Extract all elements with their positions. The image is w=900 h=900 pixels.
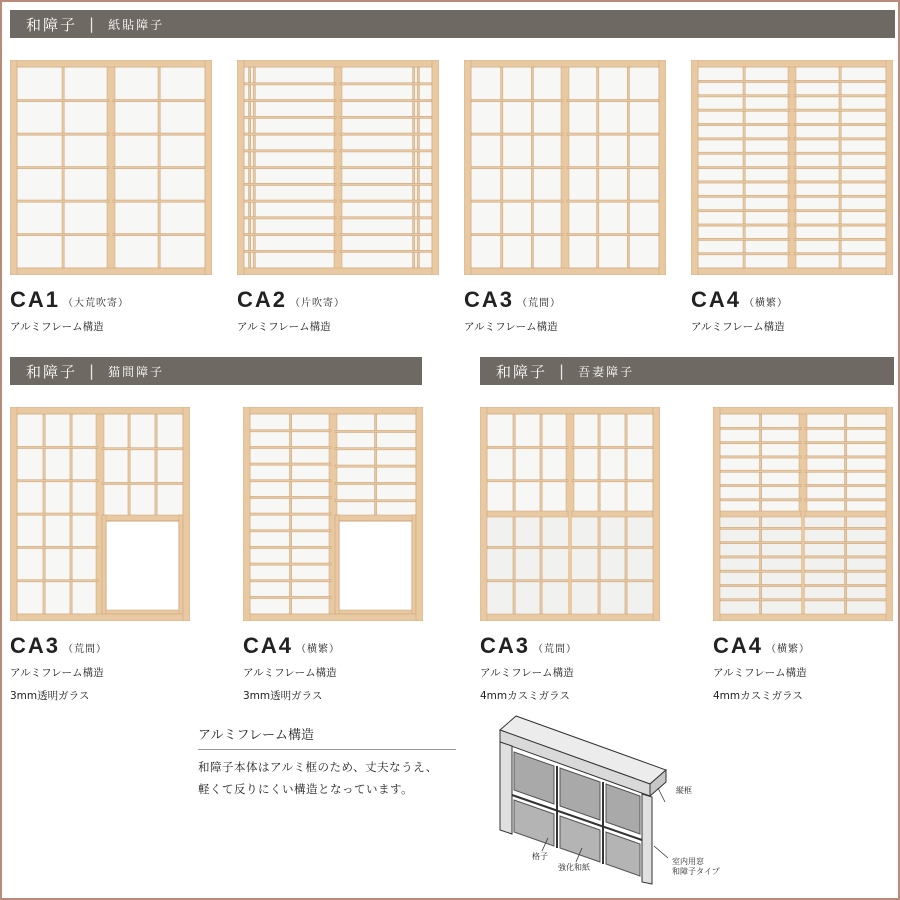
kumiko-horizontal: [720, 599, 801, 601]
kumiko-horizontal: [794, 253, 886, 255]
kumiko-horizontal: [567, 133, 659, 135]
shoji-bottom-rail: [464, 268, 666, 275]
kumiko-horizontal: [720, 556, 801, 558]
kumiko-horizontal: [794, 181, 886, 183]
kumiko-horizontal: [17, 100, 109, 102]
kumiko-horizontal: [805, 599, 886, 601]
nekoma-glass-frame: [335, 610, 416, 614]
shoji-bottom-rail: [10, 268, 212, 275]
diagram-leader: [658, 788, 665, 802]
kumiko-horizontal: [250, 563, 331, 565]
kumiko-horizontal: [244, 83, 336, 85]
product-card-nekoma-ca4[interactable]: [243, 407, 423, 703]
shoji-top-rail: [10, 60, 212, 67]
shoji-image-azuma-ca4: [713, 407, 893, 621]
kumiko-horizontal: [698, 181, 790, 183]
shoji-right-stile: [659, 60, 666, 275]
diagram-label-type: 和障子タイプ: [672, 867, 720, 876]
kumiko-horizontal: [805, 484, 886, 486]
product-spec: アルミフレーム構造: [713, 667, 807, 679]
kumiko-horizontal: [471, 133, 563, 135]
kumiko-horizontal: [698, 152, 790, 154]
kumiko-horizontal: [794, 80, 886, 82]
product-spec: アルミフレーム構造: [464, 321, 558, 333]
shoji-top-rail: [464, 60, 666, 67]
diagram-leader: [654, 846, 668, 858]
kumiko-horizontal: [17, 580, 98, 582]
kumiko-horizontal: [794, 109, 886, 111]
kumiko-horizontal: [250, 463, 331, 465]
kumiko-horizontal: [113, 200, 205, 202]
kumiko-vertical: [155, 414, 157, 518]
kumiko-horizontal: [720, 527, 801, 529]
kumiko-horizontal: [794, 138, 886, 140]
shoji-bottom-rail: [691, 268, 893, 275]
kumiko-horizontal: [250, 530, 331, 532]
shoji-top-rail: [237, 60, 439, 67]
kumiko-horizontal: [805, 427, 886, 429]
kumiko-horizontal: [698, 109, 790, 111]
shoji-left-stile: [10, 60, 17, 275]
product-spec-glass: 3mm透明ガラス: [10, 690, 90, 702]
kumiko-horizontal: [17, 546, 98, 548]
product-type: （横繁）: [766, 643, 811, 655]
shoji-right-stile: [205, 60, 212, 275]
kumiko-horizontal: [572, 546, 653, 548]
kumiko-horizontal: [471, 200, 563, 202]
kumiko-horizontal: [113, 100, 205, 102]
product-spec: アルミフレーム構造: [237, 321, 331, 333]
kumiko-horizontal: [487, 546, 568, 548]
kumiko-horizontal: [720, 542, 801, 544]
kumiko-horizontal: [720, 484, 801, 486]
product-spec: アルミフレーム構造: [480, 667, 574, 679]
kumiko-horizontal: [250, 596, 331, 598]
info-title: アルミフレーム構造: [198, 724, 456, 750]
product-code: CA4: [691, 287, 742, 312]
kumiko-horizontal: [340, 150, 432, 152]
kumiko-vertical: [128, 414, 130, 518]
product-code: CA2: [237, 287, 288, 312]
kumiko-horizontal: [720, 470, 801, 472]
section-main-label: 和障子: [496, 362, 548, 381]
shoji-right-stile: [653, 407, 660, 621]
kumiko-horizontal: [340, 116, 432, 118]
product-type: （横繁）: [296, 643, 341, 655]
shoji-image-nekoma-ca4: [243, 407, 423, 621]
section-bar-azuma: [480, 357, 894, 385]
kumiko-horizontal: [720, 499, 801, 501]
shoji-right-stile: [886, 60, 893, 275]
kumiko-horizontal: [250, 513, 331, 515]
shoji-image-ca2: [237, 60, 439, 275]
nekoma-glass-window: [339, 521, 412, 611]
kumiko-horizontal: [340, 133, 432, 135]
product-spec: アルミフレーム構造: [243, 667, 337, 679]
frame-structure-diagram: [482, 706, 722, 890]
kumiko-horizontal: [244, 200, 336, 202]
kumiko-horizontal: [340, 217, 432, 219]
shoji-right-stile: [886, 407, 893, 621]
kumiko-horizontal: [340, 183, 432, 185]
kumiko-horizontal: [720, 427, 801, 429]
kumiko-horizontal: [805, 556, 886, 558]
kumiko-horizontal: [244, 183, 336, 185]
kumiko-horizontal: [572, 580, 653, 582]
kumiko-horizontal: [244, 133, 336, 135]
kumiko-horizontal: [805, 584, 886, 586]
kumiko-horizontal: [698, 210, 790, 212]
kumiko-horizontal: [335, 465, 416, 467]
product-code: CA3: [10, 633, 61, 658]
shoji-top-rail: [691, 60, 893, 67]
info-description: [198, 756, 456, 800]
kumiko-horizontal: [698, 224, 790, 226]
product-code-line: [691, 287, 893, 313]
shoji-bottom-rail: [10, 614, 190, 621]
kumiko-horizontal: [17, 446, 98, 448]
kumiko-horizontal: [805, 499, 886, 501]
kumiko-horizontal: [17, 234, 109, 236]
kumiko-horizontal: [335, 500, 416, 502]
kumiko-horizontal: [698, 123, 790, 125]
kumiko-horizontal: [794, 224, 886, 226]
kumiko-horizontal: [340, 250, 432, 252]
product-type: （荒間）: [533, 643, 578, 655]
kumiko-horizontal: [250, 546, 331, 548]
kumiko-horizontal: [698, 95, 790, 97]
diagram-label-paper: 強化和紙: [558, 863, 590, 872]
kumiko-horizontal: [698, 195, 790, 197]
diagram-pane: [606, 784, 640, 834]
nekoma-glass-frame: [102, 515, 106, 614]
info-description-line: 和障子本体はアルミ框のため、丈夫なうえ、: [198, 760, 438, 774]
product-card-azuma-ca3[interactable]: [480, 407, 660, 703]
shoji-image-ca4: [691, 60, 893, 275]
shoji-left-stile: [243, 407, 250, 621]
kumiko-horizontal: [720, 456, 801, 458]
shoji-left-stile: [237, 60, 244, 275]
kumiko-horizontal: [244, 234, 336, 236]
kumiko-horizontal: [794, 123, 886, 125]
kumiko-horizontal: [340, 167, 432, 169]
kumiko-horizontal: [340, 83, 432, 85]
shoji-left-stile: [691, 60, 698, 275]
product-spec: アルミフレーム構造: [10, 321, 104, 333]
section-main-label: 和障子: [26, 362, 78, 381]
kumiko-horizontal: [698, 253, 790, 255]
nekoma-glass-frame: [412, 515, 416, 614]
section-bar-kamibari: [10, 10, 895, 38]
product-code: CA4: [713, 633, 764, 658]
kumiko-horizontal: [794, 195, 886, 197]
nekoma-glass-frame: [335, 515, 339, 614]
kumiko-horizontal: [567, 167, 659, 169]
section-separator: |: [559, 362, 567, 380]
shoji-right-stile: [432, 60, 439, 275]
product-code: CA3: [464, 287, 515, 312]
product-code-line: [243, 633, 423, 659]
kumiko-horizontal: [250, 580, 331, 582]
kumiko-horizontal: [244, 116, 336, 118]
aluminum-frame-info: [198, 724, 456, 800]
kumiko-horizontal: [471, 100, 563, 102]
kumiko-horizontal: [487, 446, 568, 448]
kumiko-horizontal: [335, 448, 416, 450]
kumiko-horizontal: [572, 480, 653, 482]
nekoma-glass-frame: [102, 515, 183, 521]
kumiko-horizontal: [471, 167, 563, 169]
diagram-label-type: 室内用窓: [672, 857, 704, 866]
kumiko-horizontal: [113, 167, 205, 169]
product-code: CA3: [480, 633, 531, 658]
product-code-line: [480, 633, 660, 659]
nekoma-glass-frame: [335, 515, 416, 521]
kumiko-horizontal: [102, 482, 183, 484]
shoji-bottom-rail: [713, 614, 893, 621]
section-sub-label: 猫間障子: [108, 364, 165, 379]
kumiko-horizontal: [17, 133, 109, 135]
diagram-vertical-frame: [642, 794, 652, 884]
shoji-bottom-rail: [237, 268, 439, 275]
product-code-line: [10, 633, 190, 659]
section-separator: |: [89, 15, 97, 33]
kumiko-horizontal: [340, 234, 432, 236]
product-code-line: [464, 287, 666, 313]
kumiko-horizontal: [794, 238, 886, 240]
product-type: （片吹寄）: [290, 297, 346, 309]
kumiko-horizontal: [244, 217, 336, 219]
product-card-ca4[interactable]: [691, 60, 893, 334]
kumiko-horizontal: [487, 580, 568, 582]
product-card-azuma-ca4[interactable]: [713, 407, 893, 703]
kumiko-horizontal: [805, 527, 886, 529]
nekoma-glass-window: [106, 521, 179, 611]
shoji-top-rail: [243, 407, 423, 414]
azuma-mid-rail: [720, 511, 801, 517]
section-bar-nekoma: [10, 357, 422, 385]
kumiko-horizontal: [720, 442, 801, 444]
shoji-top-rail: [480, 407, 660, 414]
product-code-line: [237, 287, 439, 313]
diagram-label-frame: 縦框: [676, 786, 692, 795]
product-code-line: [10, 287, 212, 313]
kumiko-horizontal: [805, 542, 886, 544]
kumiko-horizontal: [720, 570, 801, 572]
kumiko-horizontal: [567, 100, 659, 102]
section-sub-label: 紙貼障子: [108, 17, 165, 32]
product-card-ca2[interactable]: [237, 60, 439, 334]
kumiko-horizontal: [244, 167, 336, 169]
product-card-nekoma-ca3[interactable]: [10, 407, 190, 703]
kumiko-horizontal: [794, 95, 886, 97]
kumiko-horizontal: [794, 152, 886, 154]
kumiko-horizontal: [113, 133, 205, 135]
kumiko-horizontal: [250, 446, 331, 448]
shoji-right-stile: [416, 407, 423, 621]
section-main-label: 和障子: [26, 15, 78, 34]
kumiko-horizontal: [340, 100, 432, 102]
kumiko-horizontal: [698, 80, 790, 82]
product-type: （荒間）: [517, 297, 562, 309]
info-description-line: 軽くて反りにくい構造となっています。: [198, 782, 414, 796]
kumiko-horizontal: [805, 470, 886, 472]
nekoma-glass-frame: [102, 610, 183, 614]
azuma-glass-pane: [572, 514, 653, 614]
kumiko-horizontal: [487, 480, 568, 482]
kumiko-horizontal: [102, 448, 183, 450]
kumiko-horizontal: [244, 100, 336, 102]
diagram-label-lattice: 格子: [532, 852, 548, 861]
product-type: （大荒吹寄）: [63, 297, 130, 309]
kumiko-horizontal: [17, 513, 98, 515]
diagram-left-stile: [500, 742, 512, 834]
shoji-image-azuma-ca3: [480, 407, 660, 621]
product-card-ca1[interactable]: [10, 60, 212, 334]
kumiko-horizontal: [335, 482, 416, 484]
product-card-ca3[interactable]: [464, 60, 666, 334]
shoji-image-ca1: [10, 60, 212, 275]
kumiko-horizontal: [805, 442, 886, 444]
kumiko-horizontal: [698, 238, 790, 240]
section-separator: |: [89, 362, 97, 380]
kumiko-horizontal: [805, 570, 886, 572]
kumiko-horizontal: [572, 446, 653, 448]
kumiko-horizontal: [244, 250, 336, 252]
shoji-left-stile: [480, 407, 487, 621]
kumiko-horizontal: [17, 167, 109, 169]
shoji-left-stile: [10, 407, 17, 621]
azuma-glass-pane: [487, 514, 568, 614]
product-spec: アルミフレーム構造: [691, 321, 785, 333]
shoji-right-stile: [183, 407, 190, 621]
product-type: （荒間）: [63, 643, 108, 655]
shoji-left-stile: [464, 60, 471, 275]
product-spec-glass: 4mmカスミガラス: [480, 690, 570, 702]
product-spec-glass: 3mm透明ガラス: [243, 690, 323, 702]
kumiko-horizontal: [720, 584, 801, 586]
shoji-top-rail: [10, 407, 190, 414]
kumiko-horizontal: [250, 496, 331, 498]
product-code: CA4: [243, 633, 294, 658]
shoji-bottom-rail: [480, 614, 660, 621]
kumiko-horizontal: [113, 234, 205, 236]
kumiko-horizontal: [805, 456, 886, 458]
kumiko-horizontal: [244, 150, 336, 152]
kumiko-horizontal: [250, 480, 331, 482]
shoji-bottom-rail: [243, 614, 423, 621]
kumiko-horizontal: [567, 234, 659, 236]
shoji-image-nekoma-ca3: [10, 407, 190, 621]
shoji-image-ca3: [464, 60, 666, 275]
kumiko-horizontal: [335, 430, 416, 432]
kumiko-horizontal: [698, 138, 790, 140]
kumiko-horizontal: [340, 200, 432, 202]
shoji-top-rail: [713, 407, 893, 414]
nekoma-glass-frame: [179, 515, 183, 614]
azuma-mid-rail: [805, 511, 886, 517]
azuma-mid-rail: [487, 511, 568, 517]
kumiko-horizontal: [794, 210, 886, 212]
section-sub-label: 吾妻障子: [578, 364, 635, 379]
kumiko-horizontal: [471, 234, 563, 236]
kumiko-horizontal: [567, 200, 659, 202]
product-code-line: [713, 633, 893, 659]
kumiko-horizontal: [794, 167, 886, 169]
product-spec-glass: 4mmカスミガラス: [713, 690, 803, 702]
kumiko-horizontal: [17, 480, 98, 482]
product-type: （横繁）: [744, 297, 789, 309]
product-code: CA1: [10, 287, 61, 312]
kumiko-horizontal: [698, 167, 790, 169]
azuma-mid-rail: [572, 511, 653, 517]
product-spec: アルミフレーム構造: [10, 667, 104, 679]
kumiko-horizontal: [17, 200, 109, 202]
kumiko-horizontal: [250, 430, 331, 432]
shoji-left-stile: [713, 407, 720, 621]
